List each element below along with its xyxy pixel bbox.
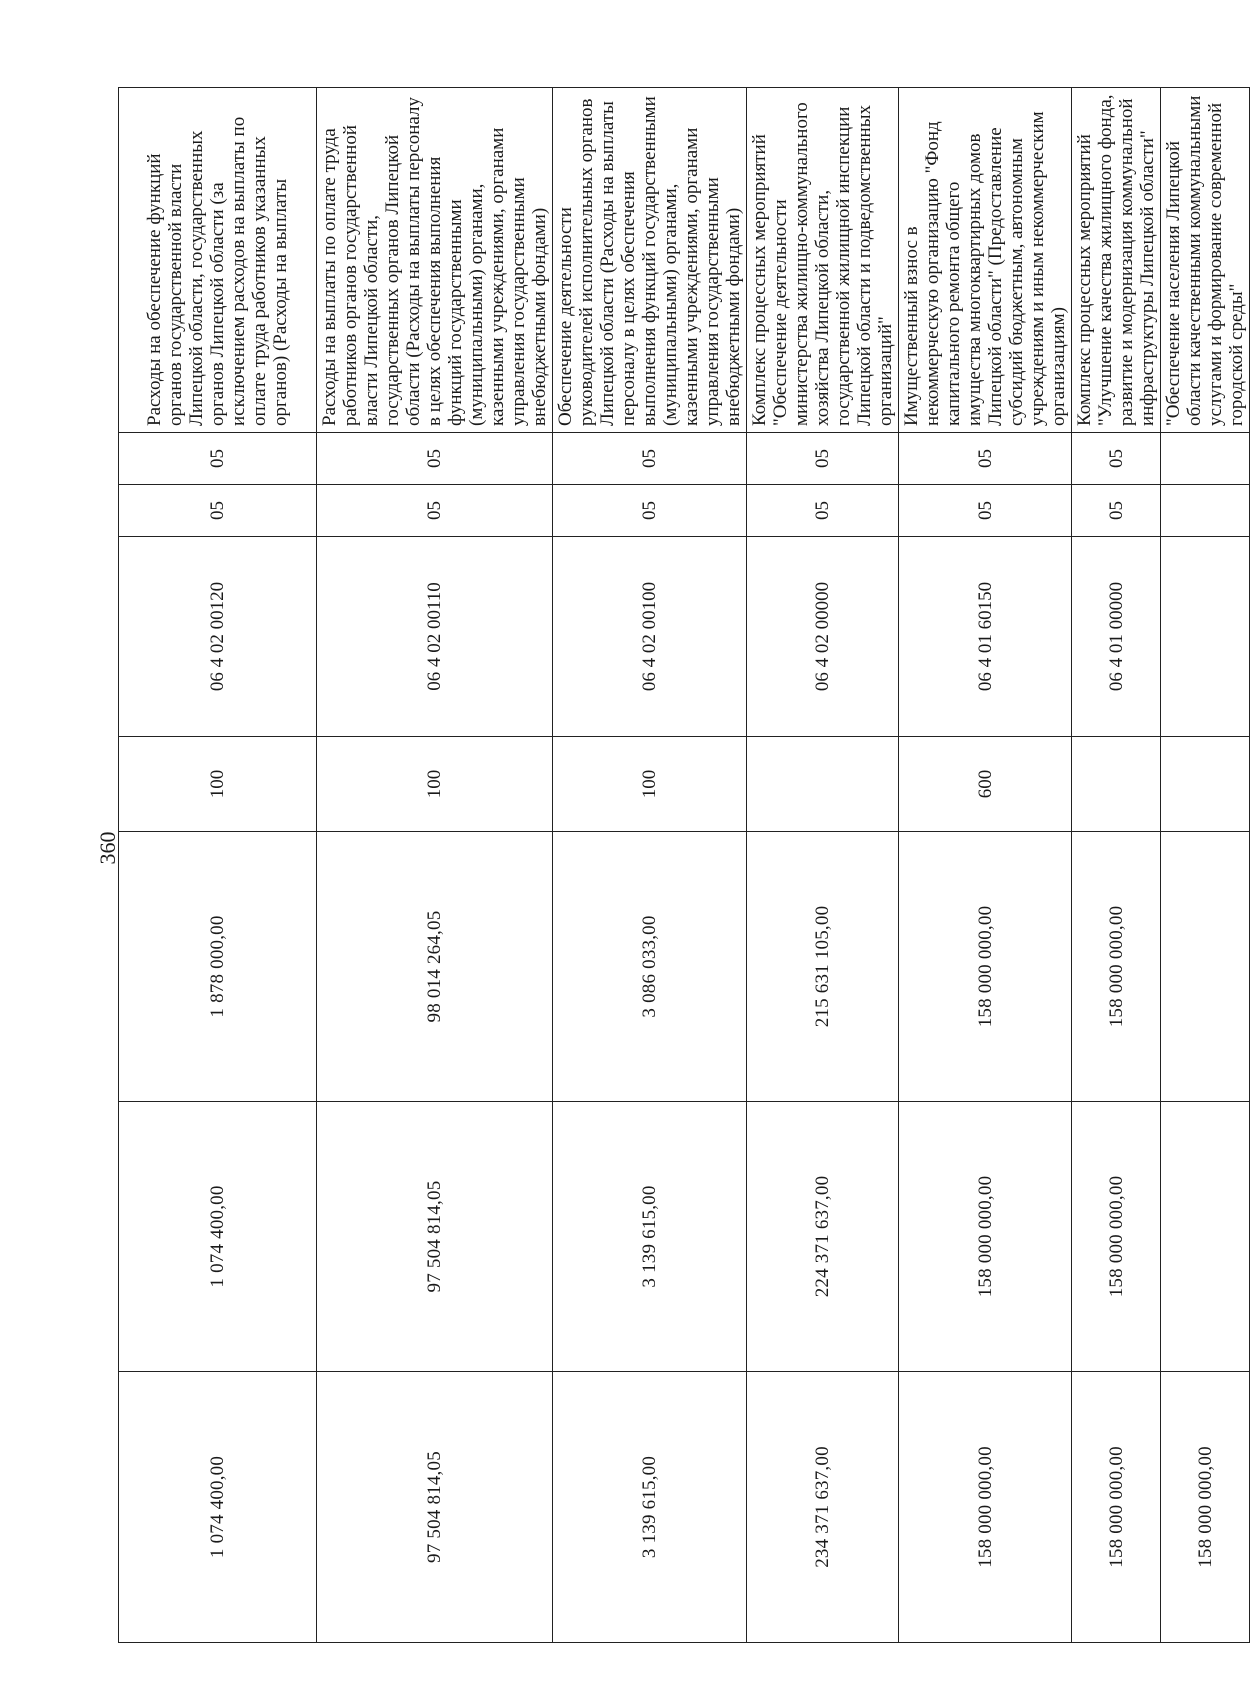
amount-year1-cell (1161, 832, 1250, 1102)
budget-table (118, 87, 1250, 1643)
table-row (119, 88, 317, 1643)
amount-year2-cell: 158 000 000,00 (899, 1102, 1072, 1372)
amount-year1-cell: 98 014 264,05 (317, 832, 553, 1102)
section-code-cell: 05 (747, 433, 899, 485)
target-article-cell: 06 4 01 60150 (899, 537, 1072, 737)
target-article-cell: 06 4 02 00100 (553, 537, 747, 737)
expense-type-cell: 100 (119, 737, 317, 832)
expense-type-cell (1161, 737, 1250, 832)
amount-year1-cell: 158 000 000,00 (1072, 832, 1161, 1102)
table-row (1072, 88, 1161, 1643)
row-name-cell: Расходы на обеспечение функций органов государственной власти Липецкой области, государственных органов Липецкой области (за исключением расходов на выплаты по оплате труда работников указанных органов) (Расходы на выплаты (119, 88, 317, 433)
amount-year2-cell: 1 074 400,00 (119, 1102, 317, 1372)
subsection-code-cell: 05 (317, 485, 553, 537)
page-number: 360 (95, 831, 120, 865)
expense-type-cell (747, 737, 899, 832)
section-code-cell: 05 (553, 433, 747, 485)
amount-year1-cell: 215 631 105,00 (747, 832, 899, 1102)
subsection-code-cell: 05 (899, 485, 1072, 537)
subsection-code-cell: 05 (747, 485, 899, 537)
table-row (899, 88, 1072, 1643)
target-article-cell: 06 4 01 00000 (1072, 537, 1161, 737)
row-name-cell: Комплекс процессных мероприятий "Улучшение качества жилищного фонда, развитие и модернизация коммунальной инфраструктуры Липецкой области" (1072, 88, 1161, 433)
amount-year2-cell: 224 371 637,00 (747, 1102, 899, 1372)
amount-year3-cell: 3 139 615,00 (553, 1372, 747, 1643)
subsection-code-cell: 05 (1072, 485, 1161, 537)
amount-year2-cell: 97 504 814,05 (317, 1102, 553, 1372)
section-code-cell: 05 (899, 433, 1072, 485)
amount-year2-cell: 3 139 615,00 (553, 1102, 747, 1372)
expense-type-cell (1072, 737, 1161, 832)
section-code-cell: 05 (119, 433, 317, 485)
target-article-cell: 06 4 02 00120 (119, 537, 317, 737)
table-row (747, 88, 899, 1643)
table-row (553, 88, 747, 1643)
amount-year1-cell: 1 878 000,00 (119, 832, 317, 1102)
amount-year1-cell: 3 086 033,00 (553, 832, 747, 1102)
table-row (1161, 88, 1250, 1643)
amount-year3-cell: 1 074 400,00 (119, 1372, 317, 1643)
section-code-cell: 05 (1072, 433, 1161, 485)
row-name-cell: Имущественный взнос в некоммерческую организацию "Фонд капитального ремонта общего имущества многоквартирных домов Липецкой области" (Предоставление субсидий бюджетным, автономным учреждениям и иным некоммерческим организациям) (899, 88, 1072, 433)
section-code-cell (1161, 433, 1250, 485)
subsection-code-cell: 05 (553, 485, 747, 537)
expense-type-cell: 100 (553, 737, 747, 832)
row-name-cell: Расходы на выплаты по оплате труда работников органов государственной власти Липецкой области, государственных органов Липецкой области (Расходы на выплаты персоналу в целях обеспечения выполнения функций государственными (муниципальными) органами, казенными учреждениями, органами управления государственными внебюджетными фондами) (317, 88, 553, 433)
expense-type-cell: 600 (899, 737, 1072, 832)
row-name-cell: Комплекс процессных мероприятий "Обеспечение деятельности министерства жилищно-коммунального хозяйства Липецкой области, государственной жилищной инспекции Липецкой области и подведомственных организаций" (747, 88, 899, 433)
amount-year2-cell: 158 000 000,00 (1072, 1102, 1161, 1372)
target-article-cell: 06 4 02 00000 (747, 537, 899, 737)
section-code-cell: 05 (317, 433, 553, 485)
amount-year3-cell: 97 504 814,05 (317, 1372, 553, 1643)
amount-year3-cell: 234 371 637,00 (747, 1372, 899, 1643)
amount-year3-cell: 158 000 000,00 (899, 1372, 1072, 1643)
budget-table-container (118, 88, 1247, 1643)
target-article-cell (1161, 537, 1250, 737)
amount-year3-cell: 158 000 000,00 (1072, 1372, 1161, 1643)
subsection-code-cell: 05 (119, 485, 317, 537)
subsection-code-cell (1161, 485, 1250, 537)
expense-type-cell: 100 (317, 737, 553, 832)
row-name-cell: Обеспечение деятельности руководителей исполнительных органов Липецкой области (Расходы на выплаты персоналу в целях обеспечения выполнения функций государственными (муниципальными) органами, казенными учреждениями, органами управления государственными внебюджетными фондами) (553, 88, 747, 433)
amount-year2-cell (1161, 1102, 1250, 1372)
table-row (317, 88, 553, 1643)
target-article-cell: 06 4 02 00110 (317, 537, 553, 737)
row-name-cell: "Обеспечение населения Липецкой области качественными коммунальными услугами и формирование современной городской среды" (1161, 88, 1250, 433)
amount-year3-cell: 158 000 000,00 (1161, 1372, 1250, 1643)
amount-year1-cell: 158 000 000,00 (899, 832, 1072, 1102)
